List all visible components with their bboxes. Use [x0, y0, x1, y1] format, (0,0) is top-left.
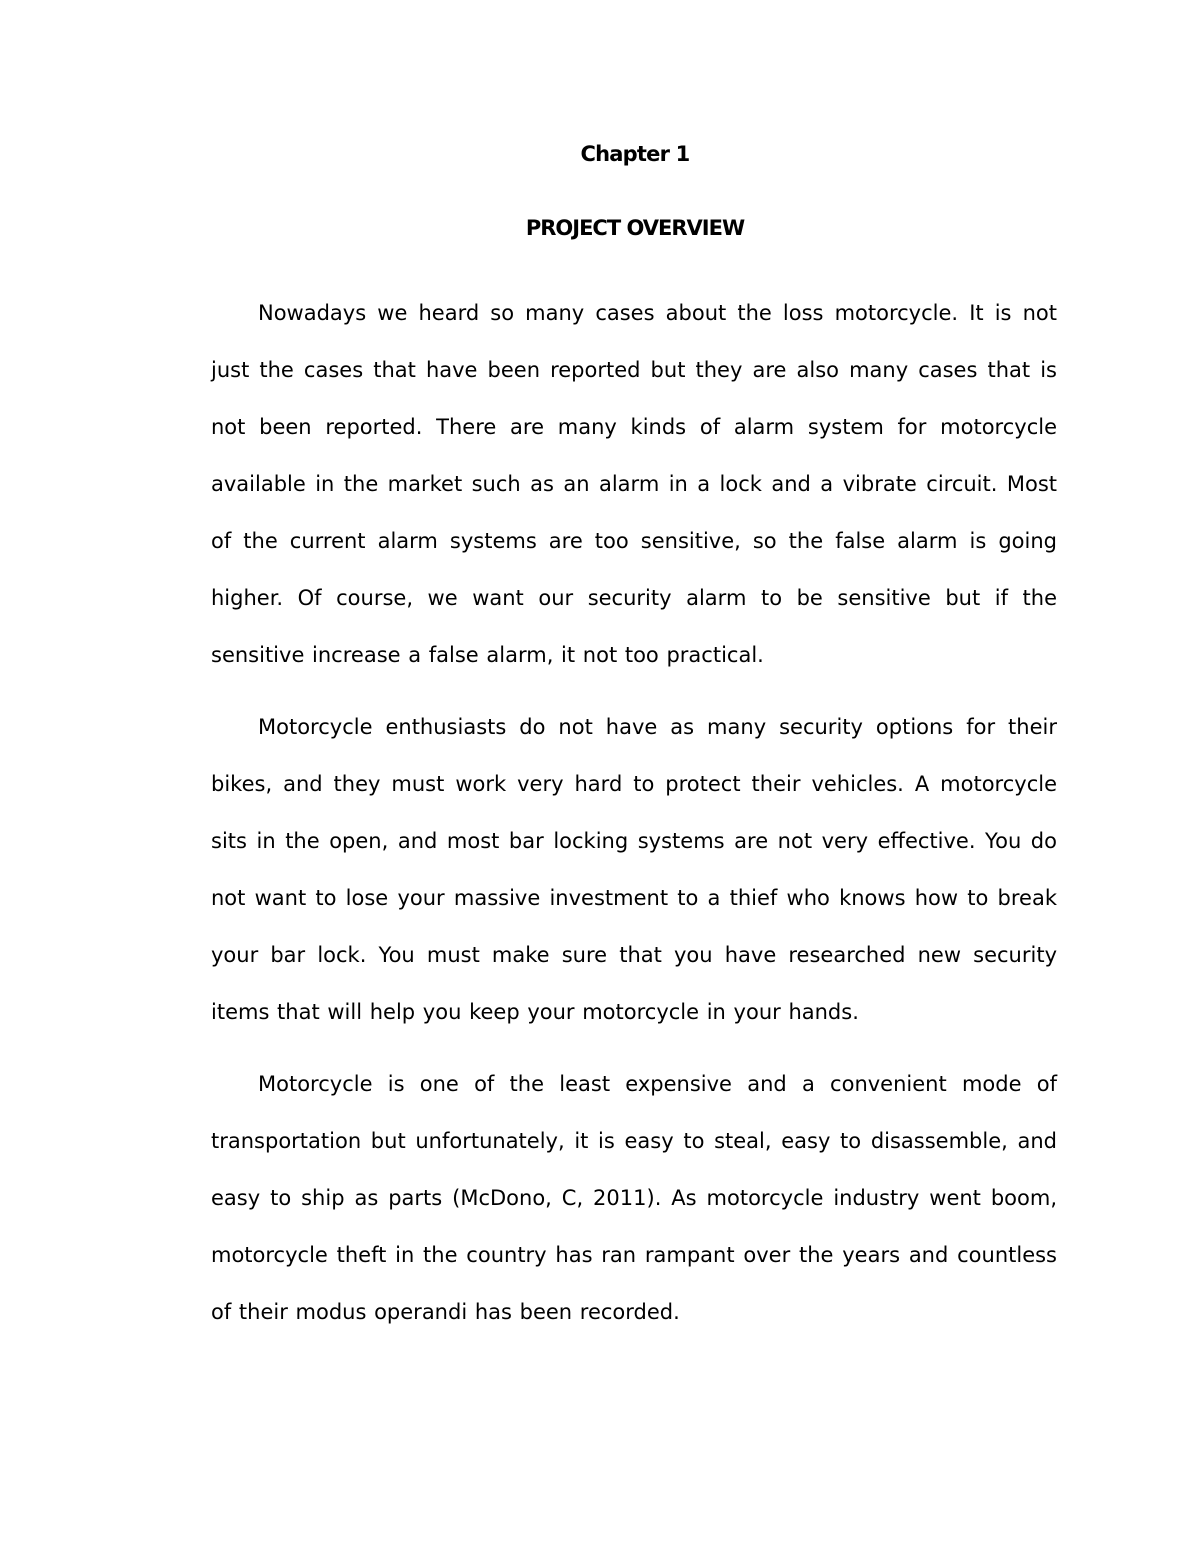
paragraph-2: Motorcycle enthusiasts do not have as many security options for their bikes, and they must work very hard to protect their vehicles. A motorcycle sits in the open, and most bar locking systems are not very effective. You do not want to lose your massive investment to a thief who knows how to break your bar lock. You must make sure that you have researched new security items that will help you keep your motorcycle in your hands.: [211, 715, 1057, 1024]
paragraph-1: Nowadays we heard so many cases about the loss motorcycle. It is not just the cases that have been reported but they are also many cases that is not been reported. There are many kinds of alarm system for motorcycle available in the market such as an alarm in a lock and a vibrate circuit. Most of the current alarm systems are too sensitive, so the false alarm is going higher. Of course, we want our security alarm to be sensitive but if the sensitive increase a false alarm, it not too practical.: [211, 301, 1057, 667]
paragraph-3: Motorcycle is one of the least expensive and a convenient mode of transportation but unfortunately, it is easy to steal, easy to disassemble, and easy to ship as parts (McDono, C, 2011). As motorcycle industry went boom, motorcycle theft in the country has ran rampant over the years and countless of their modus operandi has been recorded.: [211, 1072, 1057, 1324]
section-title: PROJECT OVERVIEW: [525, 216, 745, 240]
chapter-heading: Chapter 1: [580, 142, 690, 166]
document-body: [211, 285, 1057, 1341]
